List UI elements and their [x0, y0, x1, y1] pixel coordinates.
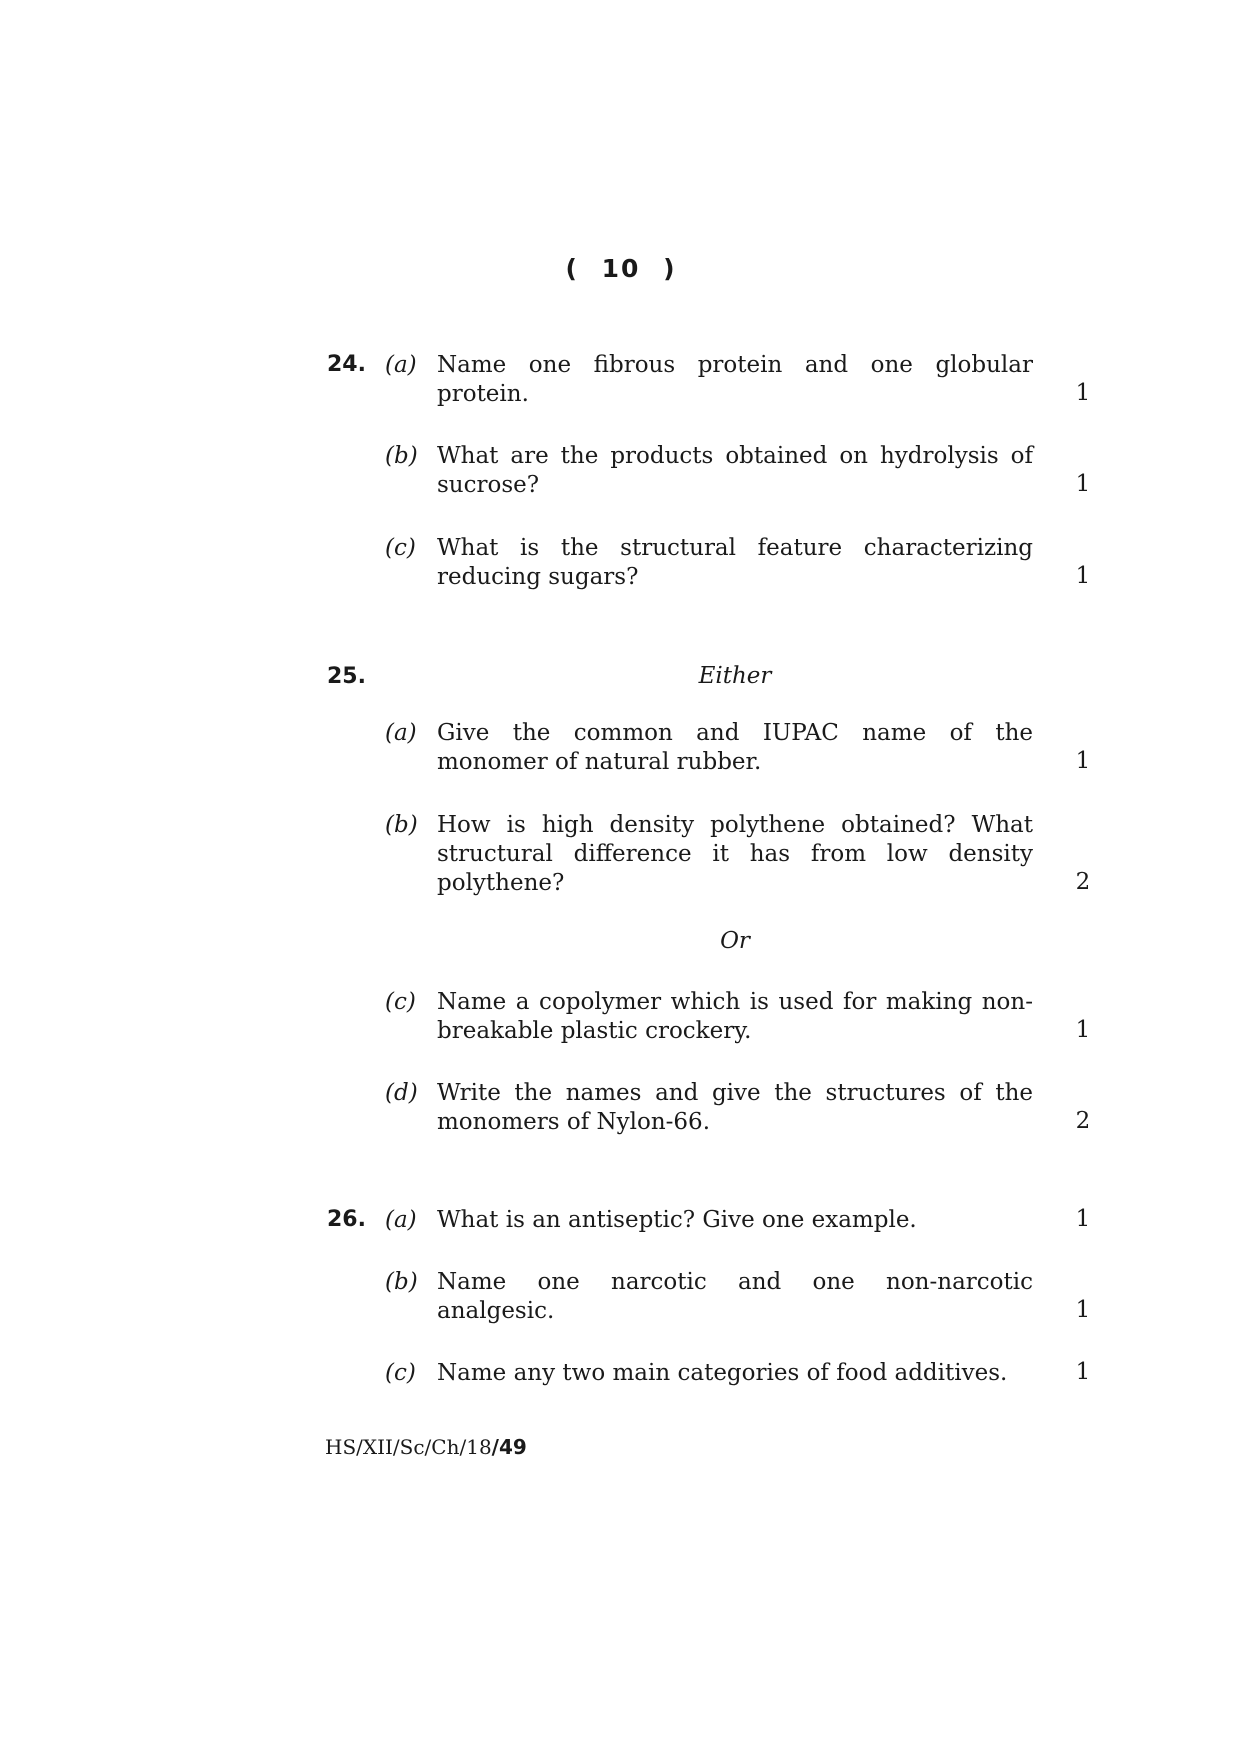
marks-value: 1 [1075, 380, 1091, 406]
part-label: (b) [385, 443, 418, 469]
question-number: 26. [327, 1207, 366, 1232]
part-text: Name any two main categories of food additives. [437, 1360, 1008, 1386]
part-text: Write the names and give the structures of the monomers of Nylon-66. [437, 1080, 1033, 1135]
part-label: (b) [385, 1269, 418, 1295]
part-label: (c) [385, 1360, 416, 1386]
question-number: 25. [327, 664, 366, 689]
marks-value: 1 [1075, 1206, 1091, 1232]
part-text: What are the products obtained on hydrolysis of sucrose? [437, 443, 1033, 498]
page-number: ( 10 ) [565, 254, 677, 283]
part-label: (a) [385, 720, 417, 746]
marks-value: 1 [1075, 1297, 1091, 1323]
marks-value: 2 [1075, 1108, 1091, 1134]
part-text: How is high density polythene obtained? What structural difference it has from low density polythene? [437, 812, 1033, 896]
marks-value: 1 [1075, 748, 1091, 774]
or-heading: Or [720, 928, 750, 954]
part-text: Name one fibrous protein and one globular protein. [437, 352, 1033, 407]
paper-code-footer [325, 1435, 527, 1459]
paper-code: HS/XII/Sc/Ch/18 [325, 1435, 492, 1459]
part-text: What is an antiseptic? Give one example. [437, 1207, 917, 1233]
marks-value: 1 [1075, 1359, 1091, 1385]
part-text: What is the structural feature characterizing reducing sugars? [437, 535, 1033, 590]
part-text: Name a copolymer which is used for making non-breakable plastic crockery. [437, 989, 1033, 1044]
marks-value: 1 [1075, 471, 1091, 497]
part-label: (b) [385, 812, 418, 838]
part-text: Give the common and IUPAC name of the monomer of natural rubber. [437, 720, 1033, 775]
question-number: 24. [327, 352, 366, 377]
marks-value: 1 [1075, 1017, 1091, 1043]
marks-value: 2 [1075, 869, 1091, 895]
page-reference: /49 [491, 1435, 527, 1459]
part-text: Name one narcotic and one non-narcotic analgesic. [437, 1269, 1033, 1324]
part-label: (c) [385, 989, 416, 1015]
part-label: (c) [385, 535, 416, 561]
part-label: (d) [385, 1080, 418, 1106]
part-label: (a) [385, 352, 417, 378]
either-heading: Either [698, 663, 772, 689]
part-label: (a) [385, 1207, 417, 1233]
marks-value: 1 [1075, 563, 1091, 589]
